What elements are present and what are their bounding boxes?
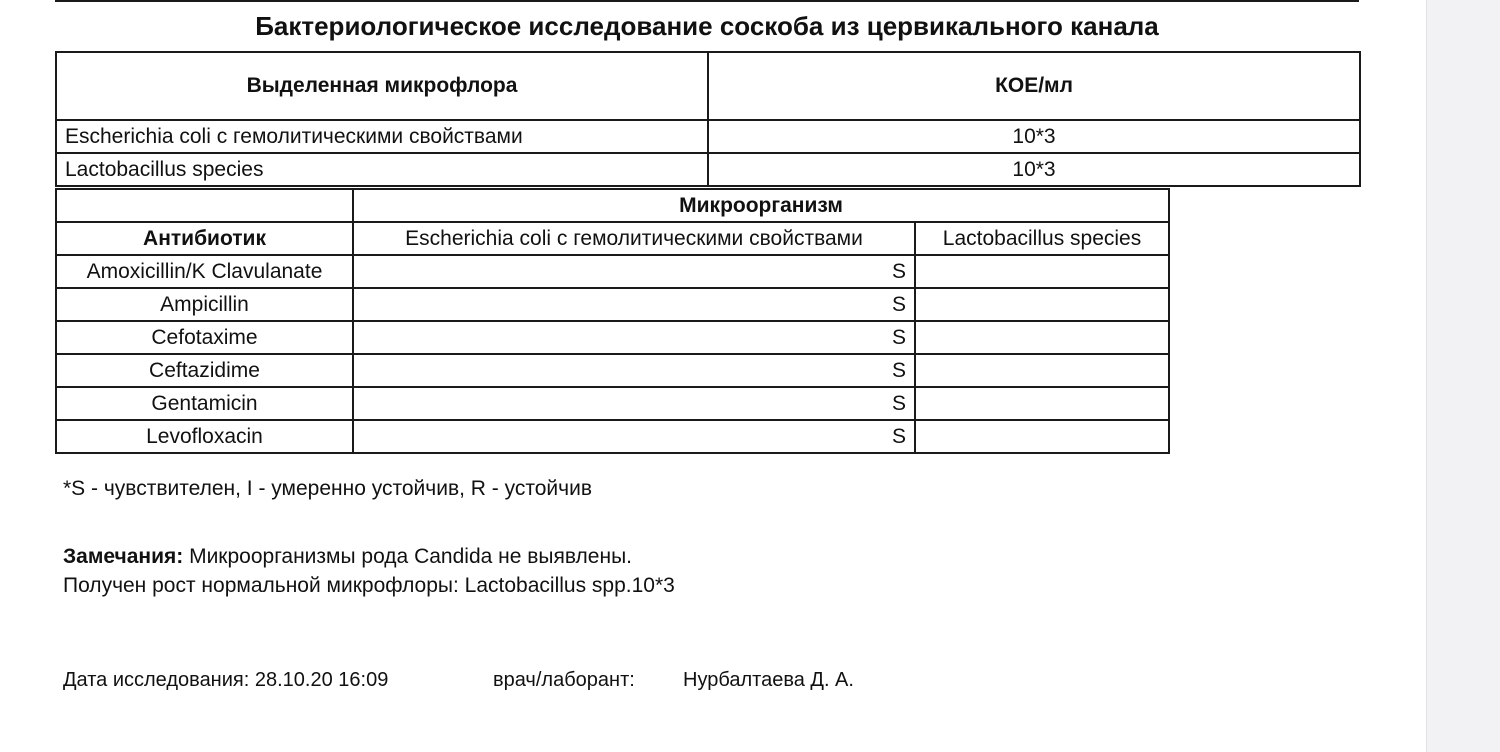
organism-name: Lactobacillus species bbox=[56, 153, 708, 186]
antibiotic-header: Антибиотик bbox=[56, 222, 353, 255]
result-ecoli: S bbox=[353, 288, 915, 321]
antibiotic-name: Gentamicin bbox=[56, 387, 353, 420]
table-row bbox=[56, 288, 1169, 321]
remarks-block bbox=[63, 542, 675, 600]
result-ecoli: S bbox=[353, 420, 915, 453]
sensitivity-group-row bbox=[56, 189, 1169, 222]
date-value: 28.10.20 16:09 bbox=[249, 669, 389, 691]
organism-name: Escherichia coli с гемолитическими свойствами bbox=[56, 120, 708, 153]
page-gutter bbox=[1426, 0, 1500, 752]
table-row bbox=[56, 387, 1169, 420]
organism-header-ecoli: Escherichia coli с гемолитическими свойствами bbox=[353, 222, 915, 255]
top-rule bbox=[55, 0, 1359, 2]
cfu-value: 10*3 bbox=[708, 153, 1360, 186]
antibiotic-name: Amoxicillin/K Clavulanate bbox=[56, 255, 353, 288]
table-row bbox=[56, 153, 1360, 186]
table-row bbox=[56, 120, 1360, 153]
antibiotic-name: Ceftazidime bbox=[56, 354, 353, 387]
result-lactobacillus bbox=[915, 321, 1169, 354]
doctor-role-label: врач/лаборант: bbox=[493, 669, 635, 691]
result-ecoli: S bbox=[353, 354, 915, 387]
result-ecoli: S bbox=[353, 387, 915, 420]
remarks-line-2: Получен рост нормальной микрофлоры: Lactobacillus spp.10*3 bbox=[63, 574, 675, 597]
research-date bbox=[63, 667, 388, 693]
microflora-header-organism: Выделенная микрофлора bbox=[56, 52, 708, 120]
result-lactobacillus bbox=[915, 420, 1169, 453]
sensitivity-legend: *S - чувствителен, I - умеренно устойчив, R - устойчив bbox=[63, 477, 592, 500]
table-row bbox=[56, 420, 1169, 453]
result-ecoli: S bbox=[353, 255, 915, 288]
sensitivity-header-row bbox=[56, 222, 1169, 255]
microorganism-group-header: Микроорганизм bbox=[353, 189, 1169, 222]
date-label: Дата исследования: bbox=[63, 669, 250, 691]
table-row bbox=[56, 354, 1169, 387]
antibiotic-name: Levofloxacin bbox=[56, 420, 353, 453]
remarks-label: Замечания: bbox=[63, 545, 184, 568]
remarks-line bbox=[63, 542, 675, 571]
sensitivity-table bbox=[55, 188, 1170, 454]
microflora-header-cfu: КОЕ/мл bbox=[708, 52, 1360, 120]
document-title: Бактериологическое исследование соскоба из цервикального канала bbox=[255, 11, 1159, 41]
result-lactobacillus bbox=[915, 387, 1169, 420]
microflora-header-row bbox=[56, 52, 1360, 120]
table-row bbox=[56, 321, 1169, 354]
corner-cell bbox=[56, 189, 353, 222]
result-ecoli: S bbox=[353, 321, 915, 354]
cfu-value: 10*3 bbox=[708, 120, 1360, 153]
remarks-text: Микроорганизмы рода Candida не выявлены. bbox=[183, 545, 633, 568]
result-lactobacillus bbox=[915, 288, 1169, 321]
organism-header-lactobacillus: Lactobacillus species bbox=[915, 222, 1169, 255]
result-lactobacillus bbox=[915, 255, 1169, 288]
result-lactobacillus bbox=[915, 354, 1169, 387]
microflora-table bbox=[55, 51, 1361, 187]
doctor-name: Нурбалтаева Д. А. bbox=[683, 669, 854, 691]
table-row bbox=[56, 255, 1169, 288]
antibiotic-name: Ampicillin bbox=[56, 288, 353, 321]
antibiotic-name: Cefotaxime bbox=[56, 321, 353, 354]
